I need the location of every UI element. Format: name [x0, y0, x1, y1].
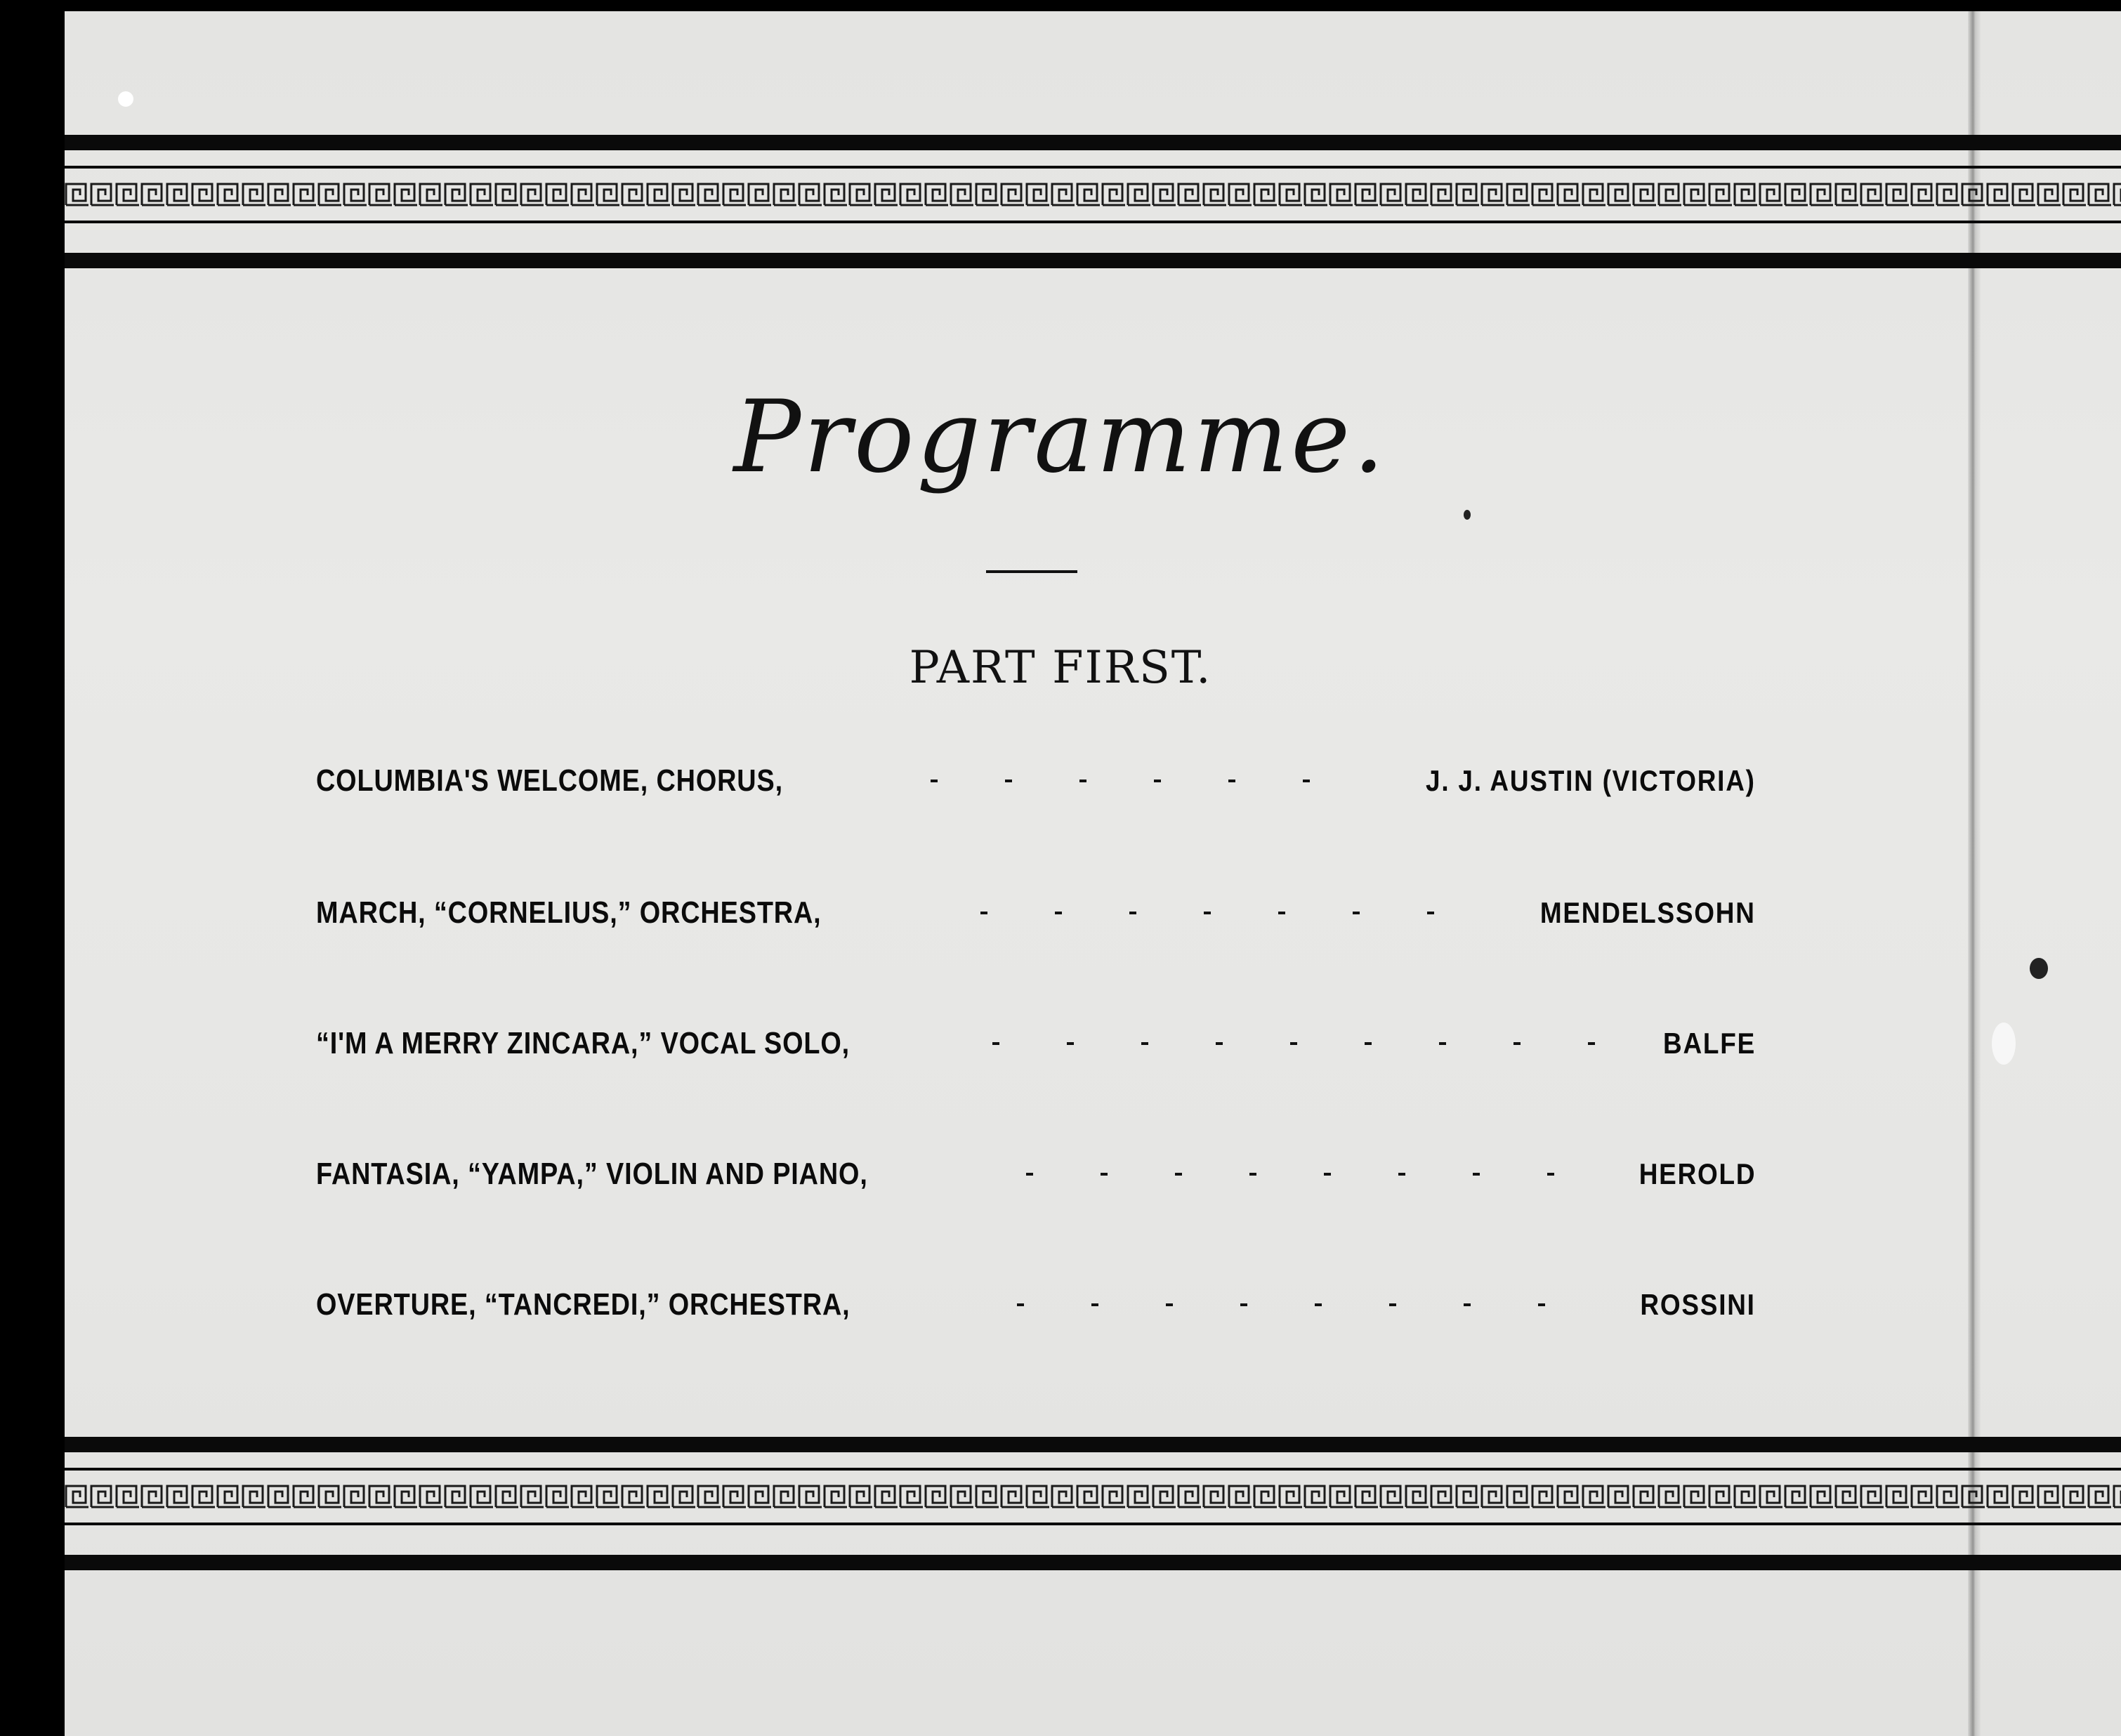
paper-blemish: [1992, 1022, 2016, 1065]
leader-dash: [980, 912, 987, 914]
programme-item: [316, 1015, 1756, 1072]
composer-name: HEROLD: [1639, 1157, 1756, 1190]
dot-leader: [950, 1015, 1638, 1072]
leader-dash: [1101, 1173, 1108, 1176]
dot-leader: [872, 753, 1368, 809]
leader-dash: [1228, 780, 1235, 782]
programme-item: [316, 885, 1756, 941]
greek-key-pattern: [65, 177, 2121, 212]
ink-speck: [2030, 958, 2048, 979]
leader-dash: [931, 780, 938, 782]
leader-dash: [1464, 1303, 1471, 1306]
composer-name: MENDELSSOHN: [1540, 896, 1756, 929]
leader-dash: [1249, 1173, 1256, 1176]
composer-name: J. J. AUSTIN (VICTORIA): [1426, 764, 1756, 797]
leader-dash: [1439, 1042, 1446, 1045]
piece-title: MARCH, “CORNELIUS,” ORCHESTRA,: [316, 895, 822, 930]
dot-leader: [950, 1277, 1612, 1333]
programme-item: [316, 1146, 1756, 1202]
leader-dash: [1091, 1303, 1098, 1306]
paper-blemish: [118, 91, 133, 107]
leader-dash: [1365, 1042, 1372, 1045]
part-heading: PART FIRST.: [909, 642, 1212, 694]
dot-leader: [971, 1146, 1610, 1202]
leader-dash: [1079, 780, 1086, 782]
composer-name: ROSSINI: [1640, 1288, 1756, 1321]
leader-dash: [1005, 780, 1012, 782]
leader-dash: [1427, 912, 1434, 914]
leader-dash: [1588, 1042, 1595, 1045]
leader-dash: [1353, 912, 1360, 914]
leader-dash: [1175, 1173, 1182, 1176]
leader-dash: [1324, 1173, 1331, 1176]
piece-title: OVERTURE, “TANCREDI,” ORCHESTRA,: [316, 1287, 851, 1322]
title-divider: [986, 570, 1077, 573]
leader-dash: [1166, 1303, 1173, 1306]
leader-dash: [1547, 1173, 1554, 1176]
leader-dash: [1017, 1303, 1024, 1306]
leader-dash: [1026, 1173, 1033, 1176]
leader-dash: [1055, 912, 1062, 914]
piece-title: COLUMBIA'S WELCOME, CHORUS,: [316, 763, 783, 798]
programme-page: [65, 11, 2121, 1736]
leader-dash: [1303, 780, 1310, 782]
composer-name: BALFE: [1663, 1027, 1756, 1060]
leader-dash: [1315, 1303, 1322, 1306]
piece-title: “I'M A MERRY ZINCARA,” VOCAL SOLO,: [316, 1026, 851, 1060]
leader-dash: [1473, 1173, 1480, 1176]
leader-dash: [992, 1042, 999, 1045]
programme-title: Programme.: [733, 379, 1388, 495]
page-fold: [1968, 11, 1981, 1736]
leader-dash: [1154, 780, 1161, 782]
ink-speck: [1464, 510, 1471, 520]
leader-dash: [1389, 1303, 1396, 1306]
leader-dash: [1398, 1173, 1405, 1176]
leader-dash: [1240, 1303, 1247, 1306]
leader-dash: [1067, 1042, 1074, 1045]
leader-dash: [1129, 912, 1136, 914]
programme-item: [316, 753, 1756, 809]
greek-key-pattern: [65, 1479, 2121, 1514]
piece-title: FANTASIA, “YAMPA,” VIOLIN AND PIANO,: [316, 1157, 868, 1191]
leader-dash: [1538, 1303, 1545, 1306]
programme-item: [316, 1277, 1756, 1333]
leader-dash: [1290, 1042, 1297, 1045]
leader-dash: [1141, 1042, 1148, 1045]
leader-dash: [1278, 912, 1285, 914]
leader-dash: [1216, 1042, 1223, 1045]
leader-dash: [1204, 912, 1211, 914]
leader-dash: [1513, 1042, 1521, 1045]
dot-leader: [917, 885, 1499, 941]
